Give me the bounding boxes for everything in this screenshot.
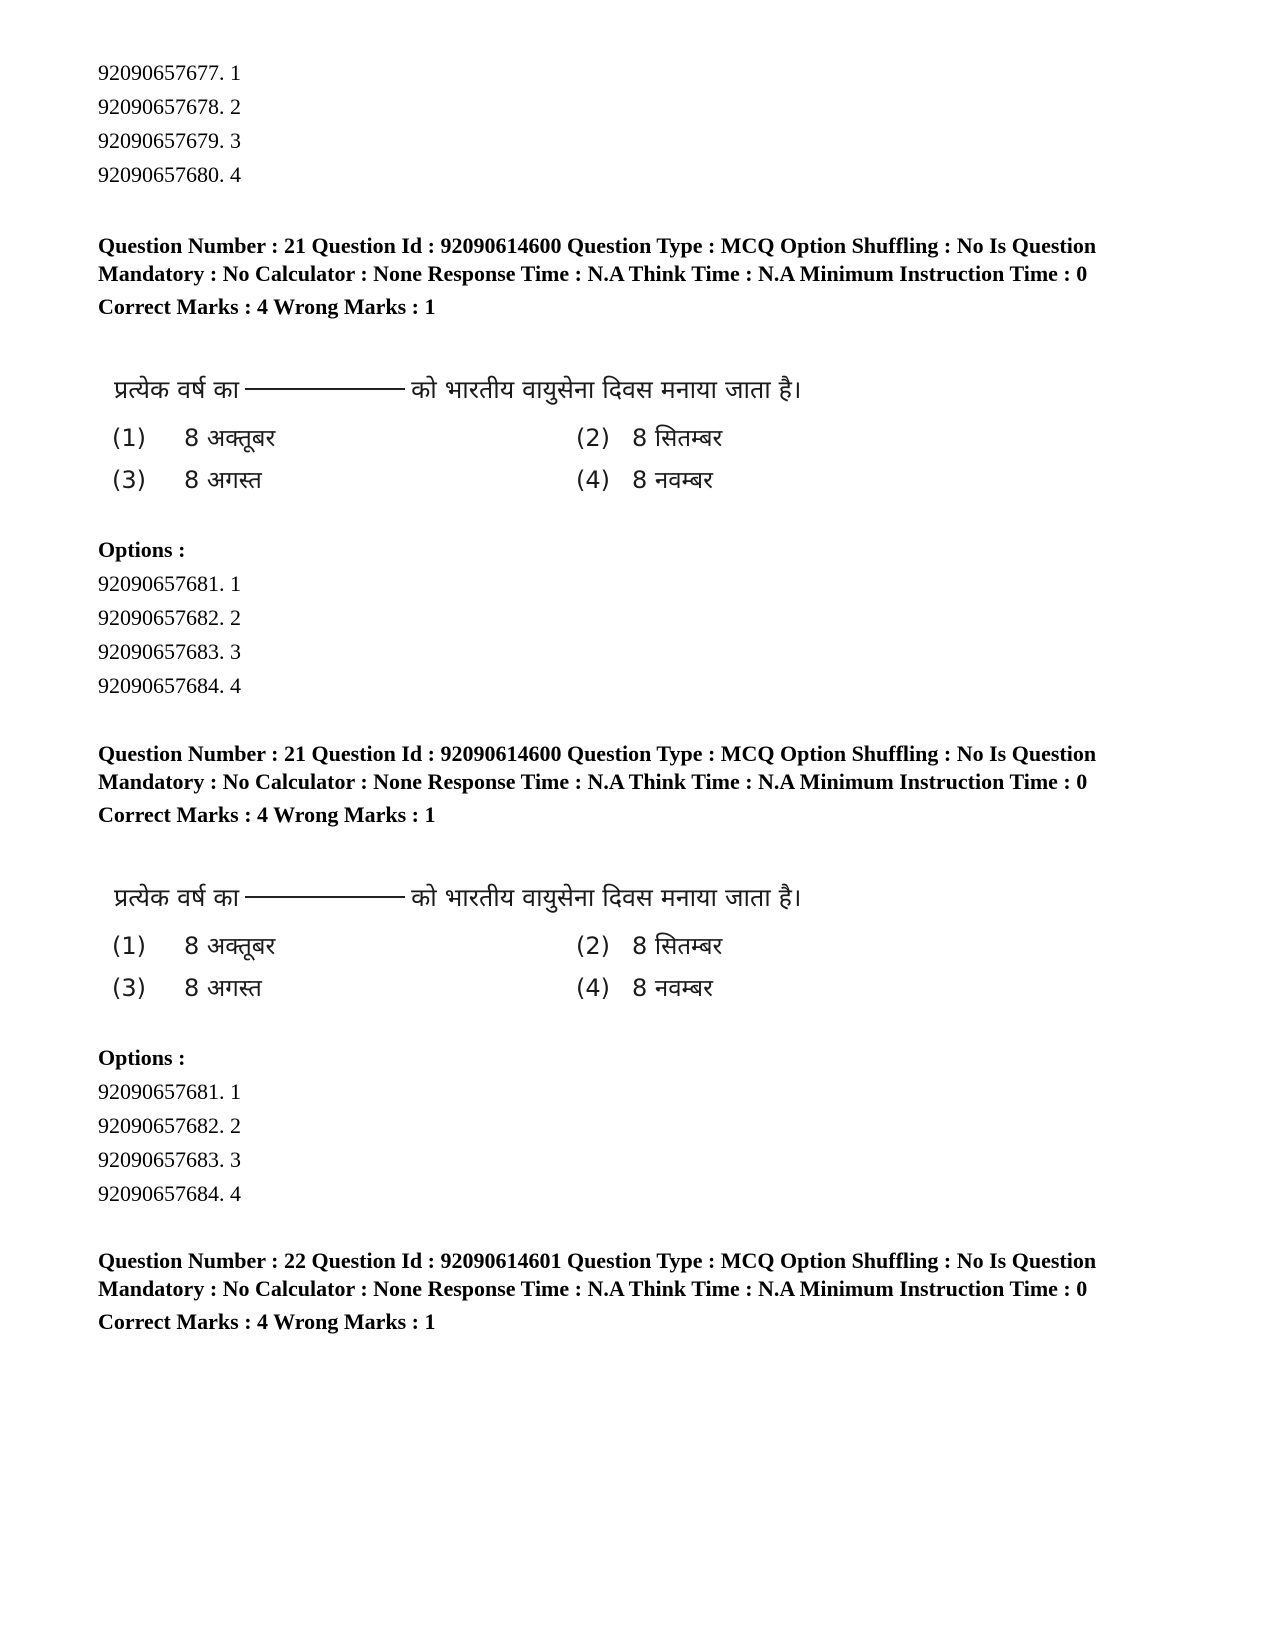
- previous-options-list: [98, 56, 1178, 192]
- question-header-block: [98, 740, 1178, 829]
- question-stem: [114, 878, 801, 918]
- option-line: 92090657681. 1: [98, 571, 241, 596]
- option-line: 92090657677. 1: [98, 60, 241, 85]
- choice-2: (2) 8 सितम्बर: [576, 932, 723, 960]
- option-line: 92090657682. 2: [98, 1113, 241, 1138]
- stem-before: प्रत्येक वर्ष का: [114, 375, 240, 404]
- stem-after: को भारतीय वायुसेना दिवस मनाया जाता है।: [411, 883, 802, 912]
- question-image: [98, 878, 858, 1028]
- question-header-block: [98, 232, 1178, 321]
- question-marks: Correct Marks : 4 Wrong Marks : 1: [98, 802, 436, 827]
- option-line: 92090657681. 1: [98, 1079, 241, 1104]
- choice-4: (4) 8 नवम्बर: [576, 466, 713, 494]
- option-line: 92090657679. 3: [98, 128, 241, 153]
- question-header-block: [98, 1247, 1178, 1336]
- choice-3: (3) 8 अगस्त: [112, 974, 262, 1002]
- question-image: [98, 370, 858, 520]
- choice-3: (3) 8 अगस्त: [112, 466, 262, 494]
- question-marks: Correct Marks : 4 Wrong Marks : 1: [98, 294, 436, 319]
- question-header: Question Number : 22 Question Id : 92090614601 Question Type : MCQ Option Shuffling : No Is Question Mandatory : No Calculator : None Response Time : N.A Think Time : N.A Minimum Instruction Time : 0: [98, 1248, 1097, 1301]
- question-stem: [114, 370, 801, 410]
- fill-blank: [245, 388, 405, 390]
- option-line: 92090657683. 3: [98, 639, 241, 664]
- stem-before: प्रत्येक वर्ष का: [114, 883, 240, 912]
- option-line: 92090657682. 2: [98, 605, 241, 630]
- question-marks: Correct Marks : 4 Wrong Marks : 1: [98, 1309, 436, 1334]
- option-line: 92090657684. 4: [98, 673, 241, 698]
- option-line: 92090657680. 4: [98, 162, 241, 187]
- options-label: Options :: [98, 1045, 186, 1070]
- question-header: Question Number : 21 Question Id : 92090614600 Question Type : MCQ Option Shuffling : No Is Question Mandatory : No Calculator : None Response Time : N.A Think Time : N.A Minimum Instruction Time : 0: [98, 233, 1097, 286]
- options-block: [98, 533, 1178, 703]
- question-header: Question Number : 21 Question Id : 92090614600 Question Type : MCQ Option Shuffling : No Is Question Mandatory : No Calculator : None Response Time : N.A Think Time : N.A Minimum Instruction Time : 0: [98, 741, 1097, 794]
- choice-2: (2) 8 सितम्बर: [576, 424, 723, 452]
- options-label: Options :: [98, 537, 186, 562]
- option-line: 92090657684. 4: [98, 1181, 241, 1206]
- option-line: 92090657683. 3: [98, 1147, 241, 1172]
- option-line: 92090657678. 2: [98, 94, 241, 119]
- choice-1: (1) 8 अक्तूबर: [112, 424, 276, 452]
- stem-after: को भारतीय वायुसेना दिवस मनाया जाता है।: [411, 375, 802, 404]
- fill-blank: [245, 896, 405, 898]
- choice-1: (1) 8 अक्तूबर: [112, 932, 276, 960]
- options-block: [98, 1041, 1178, 1211]
- choice-4: (4) 8 नवम्बर: [576, 974, 713, 1002]
